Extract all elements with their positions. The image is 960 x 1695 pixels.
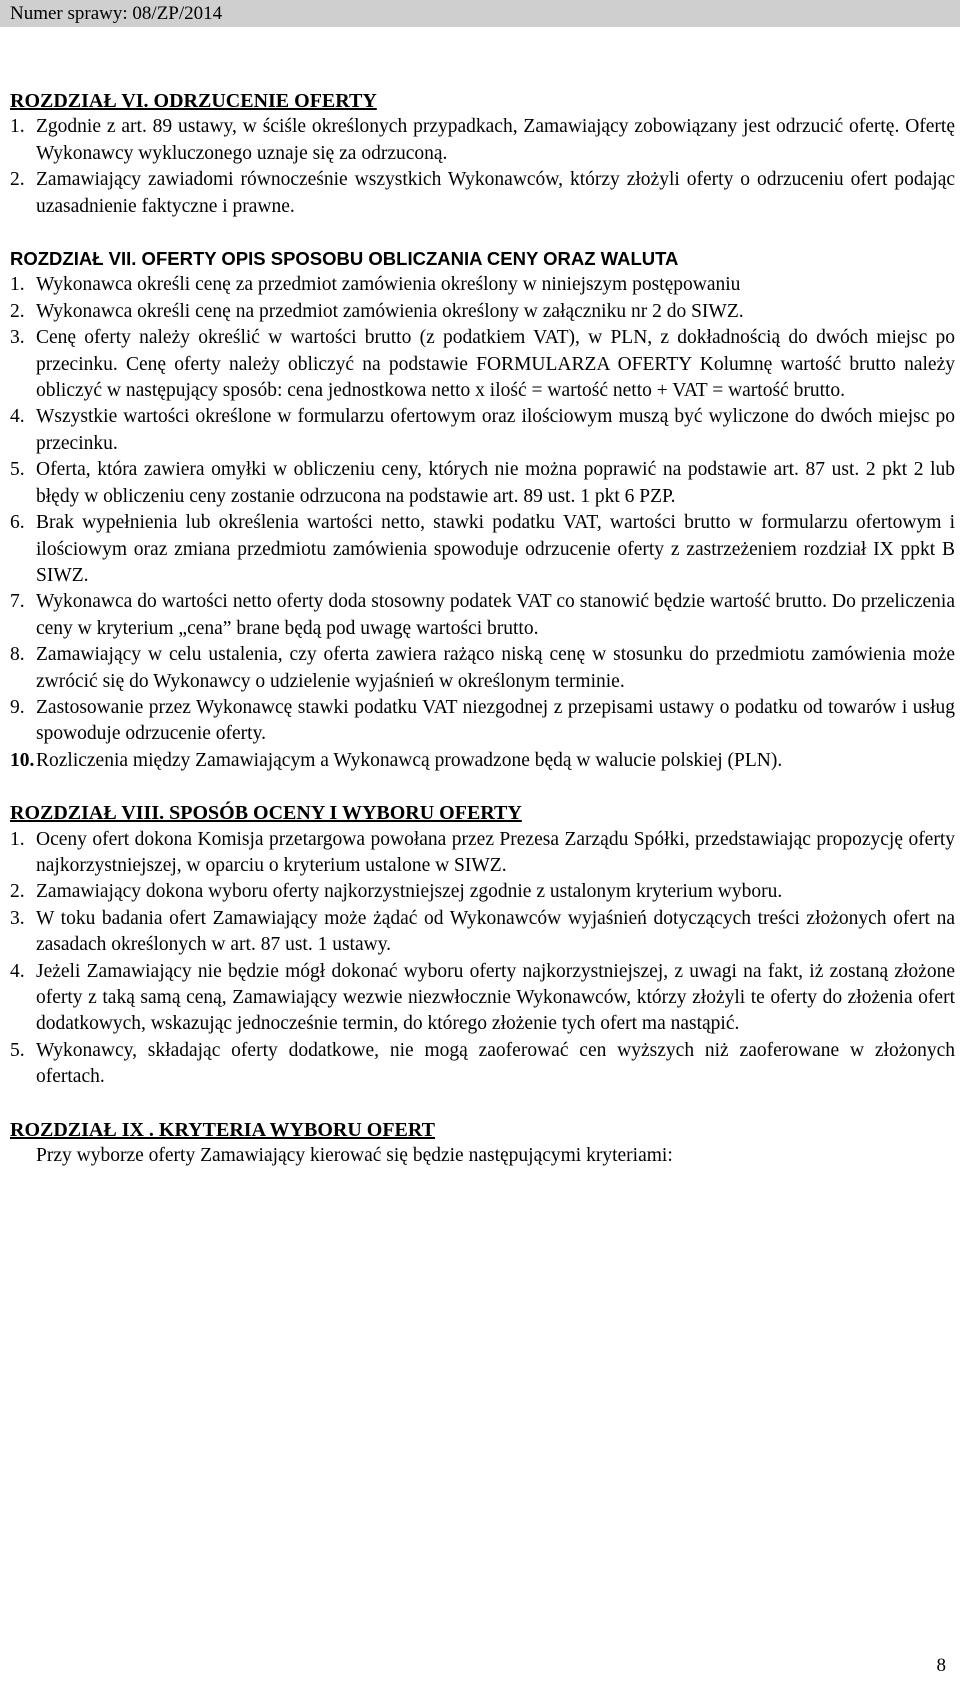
item-text: Wykonawca określi cenę za przedmiot zamówienia określony w niniejszym postępowaniu	[36, 274, 741, 296]
item-number: 3.	[10, 907, 25, 929]
list-item	[10, 906, 955, 959]
item-number: 2.	[10, 169, 25, 191]
chapter-9-intro: Przy wyborze oferty Zamawiający kierować się będzie następującymi kryteriami:	[36, 1145, 673, 1167]
item-text: Wszystkie wartości określone w formularzu ofertowym oraz ilościowym muszą być wyliczone do dwóch miejsc po przecinku.	[36, 406, 955, 454]
item-text: Wykonawca określi cenę na przedmiot zamówienia określony w załączniku nr 2 do SIWZ.	[36, 300, 744, 322]
chapter-7	[10, 246, 955, 774]
item-number: 1.	[10, 274, 25, 296]
list-item	[10, 114, 955, 167]
item-number: 2.	[10, 300, 25, 322]
chapter-6	[10, 88, 955, 220]
item-number: 7.	[10, 591, 25, 613]
list-item	[10, 299, 955, 325]
item-number: 10.	[10, 749, 35, 771]
chapter-9-title: ROZDZIAŁ IX . KRYTERIA WYBORU OFERT	[10, 1118, 435, 1141]
item-text: Zamawiający dokona wyboru oferty najkorzystniejszej zgodnie z ustalonym kryterium wyboru.	[36, 881, 783, 903]
item-text: Oferta, która zawiera omyłki w obliczeniu ceny, których nie można poprawić na podstawie art. 87 ust. 2 pkt 2 lub błędy w obliczeniu ceny zostanie odrzucona na podstawie art. 89 ust. 1 pkt 6 PZP.	[36, 459, 955, 507]
item-number: 4.	[10, 960, 25, 982]
list-item	[10, 589, 955, 642]
list-item	[10, 325, 955, 404]
item-number: 4.	[10, 406, 25, 428]
item-text: Wykonawcy, składając oferty dodatkowe, nie mogą zaoferować cen wyższych niż zaoferowane w złożonych ofertach.	[36, 1039, 955, 1088]
chapter-9	[10, 1117, 955, 1170]
item-text: Zamawiający w celu ustalenia, czy oferta zawiera rażąco niską cenę w stosunku do przedmiotu zamówienia może zwrócić się do Wykonawcy o udzielenie wyjaśnień w określonym terminie.	[36, 644, 955, 692]
item-text: Zastosowanie przez Wykonawcę stawki podatku VAT niezgodnej z przepisami ustawy o podatku od towarów i usług spowoduje odrzucenie oferty.	[36, 696, 955, 745]
list-item	[10, 1038, 955, 1091]
list-item	[10, 695, 955, 748]
document-content	[10, 88, 955, 1169]
item-text: Jeżeli Zamawiający nie będzie mógł dokonać wyboru oferty najkorzystniejszej, z uwagi na fakt, iż zostaną złożone oferty z taką samą ceną, Zamawiający wezwie niezwłocznie Wykonawców, którzy złożyli te oferty do złożenia ofert dodatkowych, wskazując jednocześnie termin, do którego złożenie tych ofert ma nastąpić.	[36, 960, 955, 1035]
item-number: 3.	[10, 327, 25, 349]
chapter-8-title: ROZDZIAŁ VIII. SPOSÓB OCENY I WYBORU OFERTY	[10, 802, 522, 825]
case-number: Numer sprawy: 08/ZP/2014	[10, 3, 223, 24]
list-item	[10, 404, 955, 457]
item-number: 5.	[10, 459, 25, 481]
list-item	[10, 167, 955, 220]
item-text: Brak wypełnienia lub określenia wartości netto, stawki podatku VAT, wartości brutto w formularzu ofertowym i ilościowym oraz zmiana przedmiotu zamówienia spowoduje odrzucenie oferty z zastrzeżeniem rozdział IX ppkt B SIWZ.	[36, 512, 955, 586]
item-number: 1.	[10, 116, 25, 138]
list-item	[10, 959, 955, 1038]
list-item	[10, 827, 955, 880]
page-number: 8	[936, 1655, 946, 1676]
list-item	[10, 879, 955, 905]
chapter-6-title: ROZDZIAŁ VI. ODRZUCENIE OFERTY	[10, 90, 377, 112]
chapter-8	[10, 800, 955, 1090]
chapter-7-title: ROZDZIAŁ VII. OFERTY OPIS SPOSOBU OBLICZANIA CENY ORAZ WALUTA	[10, 248, 679, 270]
list-item	[10, 748, 955, 774]
item-text: Cenę oferty należy określić w wartości brutto (z podatkiem VAT), w PLN, z dokładnością do dwóch miejsc po przecinku. Cenę oferty należy obliczyć na podstawie FORMULARZA OFERTY Kolumnę wartość brutto należy obliczyć w następujący sposób: cena jednostkowa netto x ilość = wartość netto + VAT = wartość brutto.	[36, 327, 955, 402]
item-text: W toku badania ofert Zamawiający może żądać od Wykonawców wyjaśnień dotyczących treści złożonych ofert na zasadach określonych w art. 87 ust. 1 ustawy.	[36, 907, 955, 956]
item-text: Zgodnie z art. 89 ustawy, w ściśle określonych przypadkach, Zamawiający zobowiązany jest odrzucić ofertę. Ofertę Wykonawcy wykluczonego uznaje się za odrzuconą.	[36, 116, 955, 164]
list-item	[10, 510, 955, 589]
item-number: 2.	[10, 881, 25, 903]
list-item	[10, 457, 955, 510]
list-item	[10, 272, 955, 298]
item-number: 6.	[10, 512, 25, 534]
item-text: Rozliczenia między Zamawiającym a Wykonawcą prowadzone będą w walucie polskiej (PLN).	[36, 749, 783, 771]
list-item	[10, 642, 955, 695]
item-number: 8.	[10, 644, 25, 666]
item-number: 5.	[10, 1039, 25, 1061]
item-number: 1.	[10, 828, 25, 850]
item-text: Zamawiający zawiadomi równocześnie wszystkich Wykonawców, którzy złożyli oferty o odrzuceniu ofert podając uzasadnienie faktyczne i prawne.	[36, 169, 955, 217]
item-text: Wykonawca do wartości netto oferty doda stosowny podatek VAT co stanowić będzie wartość brutto. Do przeliczenia ceny w kryterium „cena” brane będą pod uwagę wartości brutto.	[36, 591, 955, 639]
header-bar	[0, 0, 960, 27]
item-number: 9.	[10, 696, 25, 718]
item-text: Oceny ofert dokona Komisja przetargowa powołana przez Prezesa Zarządu Spółki, przedstawiając propozycję oferty najkorzystniejszej, w oparciu o kryterium ustalone w SIWZ.	[36, 828, 955, 876]
